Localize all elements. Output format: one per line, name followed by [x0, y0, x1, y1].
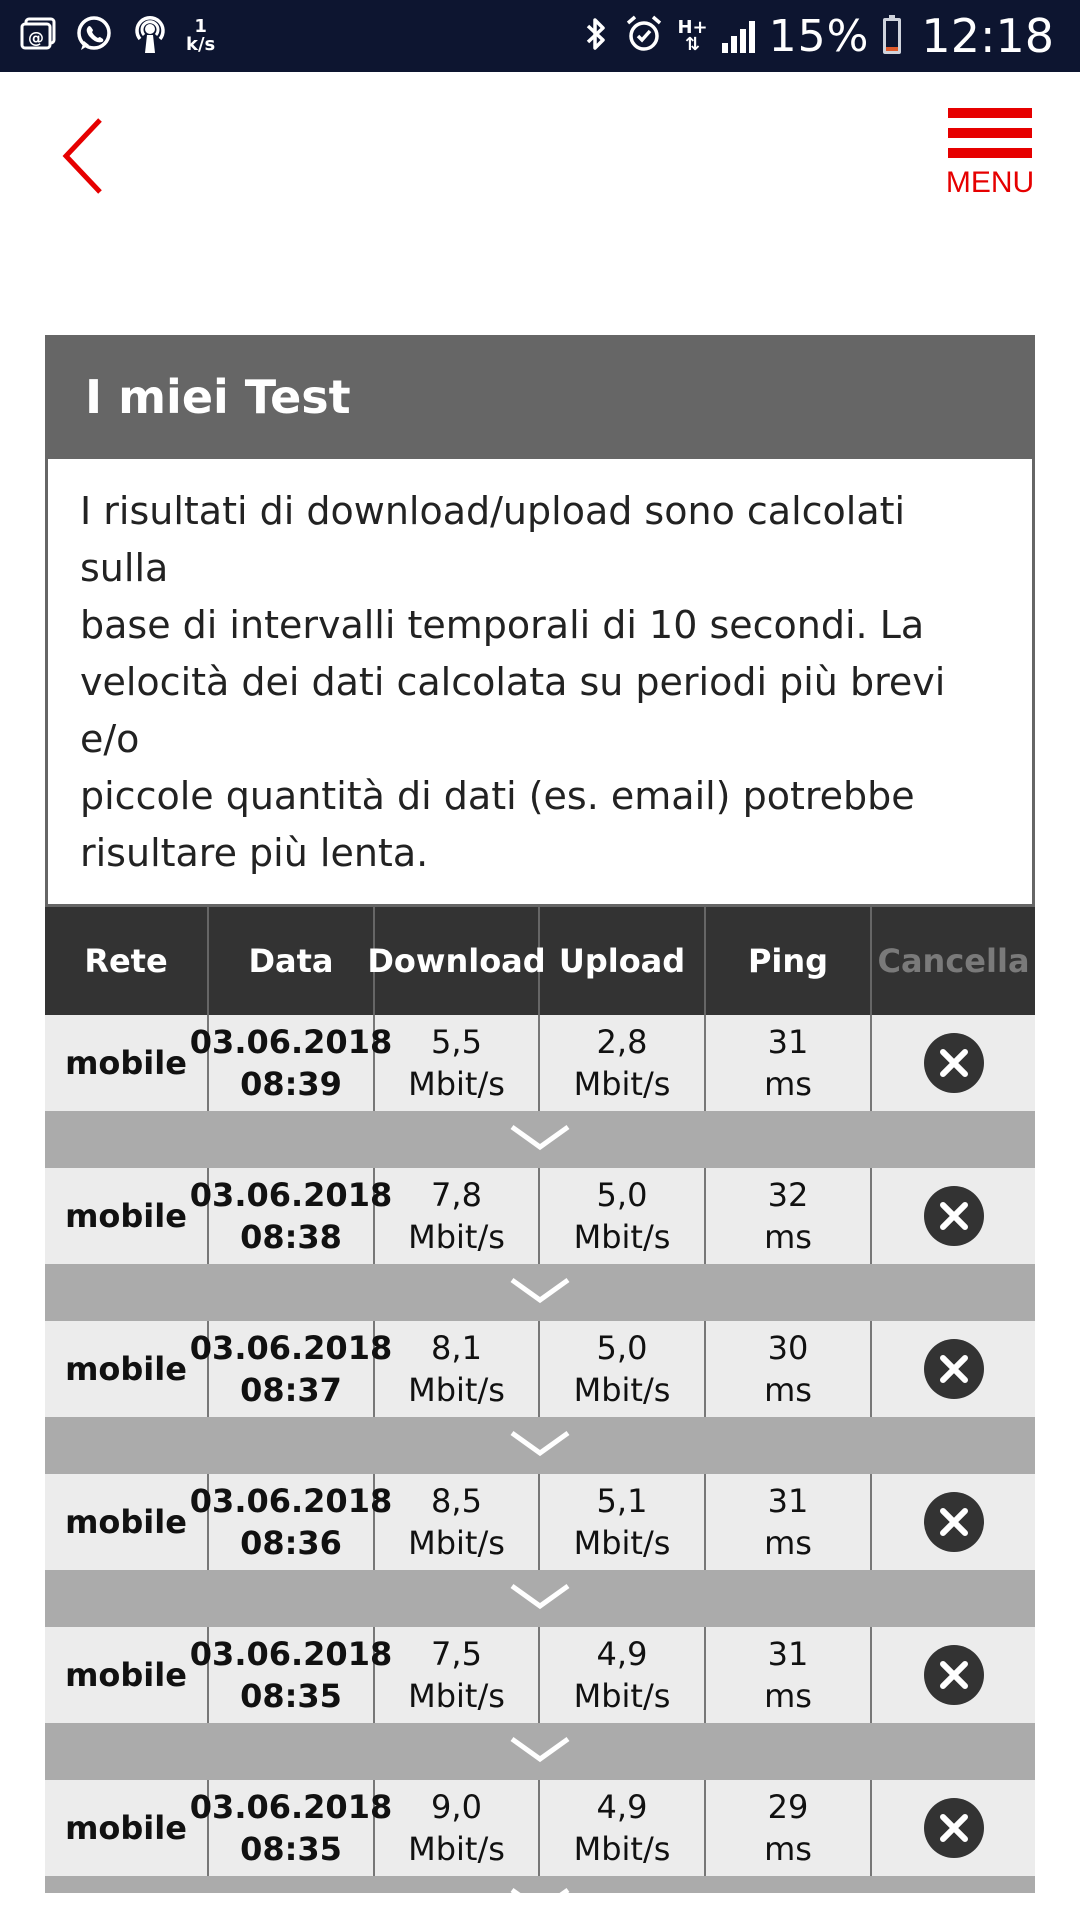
date-value: 03.06.2018 — [189, 1023, 393, 1061]
table-header — [45, 907, 1035, 1015]
cell-delete — [872, 1321, 1035, 1417]
upload-value: 4,9 — [596, 1635, 648, 1673]
close-circle-icon — [923, 1797, 985, 1859]
battery-icon — [883, 18, 901, 54]
time-value: 08:39 — [240, 1065, 342, 1103]
close-circle-icon — [923, 1491, 985, 1553]
cell-delete — [872, 1015, 1035, 1111]
chevron-down-icon — [508, 1276, 572, 1306]
column-header-date: Data — [209, 907, 375, 1015]
download-value: 7,8 — [431, 1176, 482, 1214]
network-value: mobile — [65, 1044, 187, 1082]
network-value: mobile — [65, 1503, 187, 1541]
cell-date — [189, 1780, 393, 1876]
cell-upload — [540, 1474, 706, 1570]
data-arrows-icon: ⇅ — [685, 34, 701, 55]
date-value: 03.06.2018 — [189, 1635, 393, 1673]
info-text — [45, 459, 1035, 907]
network-value: mobile — [65, 1656, 187, 1694]
delete-test-button[interactable] — [923, 1032, 985, 1094]
column-header-network: Rete — [45, 907, 209, 1015]
download-value: 7,5 — [431, 1635, 482, 1673]
cell-download — [375, 1321, 540, 1417]
close-circle-icon — [923, 1032, 985, 1094]
battery-fill — [886, 47, 898, 52]
download-unit: Mbit/s — [408, 1677, 505, 1715]
cell-delete — [872, 1168, 1035, 1264]
upload-unit: Mbit/s — [573, 1830, 671, 1868]
status-bar-left — [20, 10, 215, 62]
table-body — [45, 1015, 1035, 1893]
expand-row-button[interactable] — [45, 1264, 1035, 1321]
column-header-ping: Ping — [706, 907, 872, 1015]
time-value: 08:38 — [240, 1218, 342, 1256]
back-button[interactable] — [58, 116, 110, 196]
date-value: 03.06.2018 — [189, 1482, 393, 1520]
cell-delete — [872, 1627, 1035, 1723]
ping-unit: ms — [764, 1830, 812, 1868]
menu-button[interactable] — [944, 108, 1036, 208]
cell-network — [45, 1321, 209, 1417]
info-line: base di intervalli temporali di 10 secondi. La — [80, 603, 925, 647]
chevron-left-icon — [58, 116, 110, 196]
info-line: I risultati di download/upload sono calcolati sulla — [80, 489, 906, 590]
network-value: mobile — [65, 1809, 187, 1847]
close-circle-icon — [923, 1644, 985, 1706]
date-value: 03.06.2018 — [189, 1788, 393, 1826]
cell-date — [189, 1015, 393, 1111]
cell-date — [189, 1474, 393, 1570]
upload-value: 5,0 — [596, 1329, 648, 1367]
close-circle-icon — [923, 1185, 985, 1247]
upload-unit: Mbit/s — [573, 1371, 671, 1409]
delete-test-button[interactable] — [923, 1185, 985, 1247]
menu-label: MENU — [945, 166, 1035, 199]
info-line: risultare più lenta. — [80, 831, 429, 875]
upload-unit: Mbit/s — [573, 1218, 671, 1256]
download-value: 5,5 — [431, 1023, 482, 1061]
network-value: mobile — [65, 1197, 187, 1235]
results-table — [45, 907, 1035, 1893]
network-speed-value: 1 — [194, 16, 207, 37]
cell-upload — [540, 1168, 706, 1264]
download-value: 9,0 — [431, 1788, 482, 1826]
clock: 12:18 — [921, 9, 1054, 63]
cell-download — [375, 1168, 540, 1264]
table-row — [45, 1321, 1035, 1417]
delete-test-button[interactable] — [923, 1338, 985, 1400]
download-unit: Mbit/s — [408, 1830, 505, 1868]
upload-value: 4,9 — [596, 1788, 648, 1826]
bluetooth-icon — [581, 14, 611, 58]
upload-unit: Mbit/s — [573, 1065, 671, 1103]
cell-download — [375, 1627, 540, 1723]
signal-icon — [722, 19, 755, 53]
delete-test-button[interactable] — [923, 1491, 985, 1553]
ping-value: 31 — [767, 1635, 809, 1673]
chevron-down-icon — [508, 1735, 572, 1765]
cell-ping — [706, 1168, 872, 1264]
time-value: 08:35 — [240, 1830, 342, 1868]
cell-date — [189, 1168, 393, 1264]
cell-date — [189, 1321, 393, 1417]
table-row — [45, 1627, 1035, 1723]
cell-ping — [706, 1474, 872, 1570]
info-line: piccole quantità di dati (es. email) potrebbe — [80, 774, 915, 818]
upload-value: 5,1 — [596, 1482, 648, 1520]
cell-ping — [706, 1015, 872, 1111]
cell-network — [45, 1780, 209, 1876]
cell-date — [189, 1627, 393, 1723]
card-title: I miei Test — [45, 335, 1035, 459]
upload-unit: Mbit/s — [573, 1524, 671, 1562]
chevron-down-icon — [508, 1429, 572, 1459]
cell-ping — [706, 1780, 872, 1876]
chevron-down-icon — [508, 1123, 572, 1153]
table-row — [45, 1168, 1035, 1264]
column-header-upload: Upload — [540, 907, 706, 1015]
time-value: 08:35 — [240, 1677, 342, 1715]
network-value: mobile — [65, 1350, 187, 1388]
hotspot-icon — [130, 13, 170, 59]
download-value: 8,1 — [431, 1329, 482, 1367]
hamburger-icon — [944, 108, 1036, 158]
table-row — [45, 1474, 1035, 1570]
ping-unit: ms — [764, 1371, 812, 1409]
time-value: 08:36 — [240, 1524, 342, 1562]
cell-network — [45, 1627, 209, 1723]
ping-unit: ms — [764, 1524, 812, 1562]
delete-test-button[interactable] — [923, 1644, 985, 1706]
upload-value: 5,0 — [596, 1176, 648, 1214]
close-circle-icon — [923, 1338, 985, 1400]
cell-download — [375, 1474, 540, 1570]
cell-upload — [540, 1780, 706, 1876]
expand-row-button[interactable] — [45, 1570, 1035, 1627]
date-value: 03.06.2018 — [189, 1329, 393, 1367]
ping-unit: ms — [764, 1218, 812, 1256]
status-bar — [0, 0, 1080, 72]
column-header-delete: Cancella — [877, 942, 1030, 980]
table-row — [45, 1780, 1035, 1876]
ping-value: 29 — [767, 1788, 809, 1826]
cell-download — [375, 1015, 540, 1111]
download-value: 8,5 — [431, 1482, 482, 1520]
cell-upload — [540, 1321, 706, 1417]
network-speed-indicator — [186, 18, 215, 54]
whatsapp-icon — [74, 14, 114, 58]
upload-value: 2,8 — [596, 1023, 648, 1061]
expand-row-button[interactable] — [45, 1723, 1035, 1780]
expand-row-button[interactable] — [45, 1417, 1035, 1474]
chevron-down-icon — [508, 1886, 572, 1893]
ping-value: 32 — [767, 1176, 809, 1214]
expand-row-button[interactable] — [45, 1111, 1035, 1168]
network-type-label: H+ — [677, 17, 708, 38]
cell-network — [45, 1474, 209, 1570]
table-row — [45, 1015, 1035, 1111]
cell-upload — [540, 1015, 706, 1111]
cell-network — [45, 1168, 209, 1264]
cell-delete — [872, 1474, 1035, 1570]
column-header-download: Download — [375, 907, 540, 1015]
ping-value: 31 — [767, 1482, 809, 1520]
svg-text:@: @ — [28, 28, 44, 47]
screenshot-icon — [20, 17, 58, 55]
download-unit: Mbit/s — [408, 1218, 505, 1256]
cell-ping — [706, 1321, 872, 1417]
download-unit: Mbit/s — [408, 1524, 505, 1562]
alarm-icon — [625, 14, 663, 58]
upload-unit: Mbit/s — [573, 1677, 671, 1715]
cell-download — [375, 1780, 540, 1876]
expand-row-button[interactable] — [45, 1876, 1035, 1893]
cell-delete — [872, 1780, 1035, 1876]
cell-upload — [540, 1627, 706, 1723]
battery-percent: 15% — [768, 10, 870, 62]
time-value: 08:37 — [240, 1371, 342, 1409]
my-tests-card — [45, 335, 1035, 1893]
network-hplus-icon — [677, 19, 707, 53]
cell-network — [45, 1015, 209, 1111]
info-line: velocità dei dati calcolata su periodi più brevi e/o — [80, 660, 946, 761]
download-unit: Mbit/s — [408, 1371, 505, 1409]
download-unit: Mbit/s — [408, 1065, 505, 1103]
chevron-down-icon — [508, 1582, 572, 1612]
status-bar-right — [581, 10, 1054, 62]
delete-test-button[interactable] — [923, 1797, 985, 1859]
date-value: 03.06.2018 — [189, 1176, 393, 1214]
cell-ping — [706, 1627, 872, 1723]
ping-unit: ms — [764, 1065, 812, 1103]
ping-unit: ms — [764, 1677, 812, 1715]
ping-value: 30 — [767, 1329, 809, 1367]
ping-value: 31 — [767, 1023, 809, 1061]
network-speed-unit: k/s — [186, 34, 216, 55]
